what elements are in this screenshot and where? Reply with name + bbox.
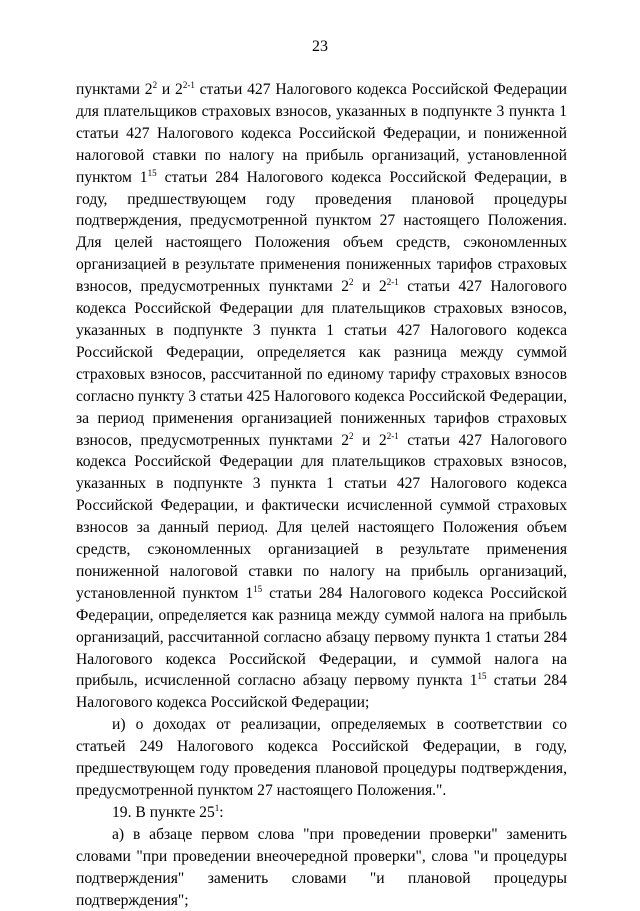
text-run: пунктами 2 xyxy=(76,81,153,98)
paragraph-4 xyxy=(76,824,567,911)
document-body xyxy=(76,79,567,911)
text-run: и 2 xyxy=(353,278,387,296)
text-run: статьи 284 Налогового кодекса Российской Федерации, в году, предшествующем году проведения плановой процедуры подтверждения, предусмотренной пунктом 27 настоящего Положения. Для целей настоящего Положения объем средств, сэкономленных организацией в результате применения пониженных тарифов страховых взносов, предусмотренных пунктами 2 xyxy=(76,168,568,296)
superscript: 2 xyxy=(152,80,158,90)
text-run: статьи 427 Налогового кодекса Российской Федерации для плательщиков страховых взносов, указанных в подпункте 3 пункта 1 статьи 427 Налогового кодекса Российской Федерации, определяется как разница между суммой страховых взносов, рассчитанной по единому тарифу страховых взносов согласно пункту 3 статьи 425 Налогового кодекса Российской Федерации, за период применения организацией пониженных тарифов страховых взносов, предусмотренных пунктами 2 xyxy=(76,278,567,449)
paragraph-2 xyxy=(76,714,567,802)
text-run: статьи 427 Налогового кодекса Российской Федерации для плательщиков страховых взносов, указанных в подпункте 3 пункта 1 статьи 427 Налогового кодекса Российской Федерации, и фактически исчисленной суммой страховых взносов за данный период. Для целей настоящего Положения объем средств, сэкономленных организацией в результате применения пониженной налоговой ставки по налогу на прибыль организаций, установленной пунктом 1 xyxy=(76,431,567,602)
superscript: 2 xyxy=(349,277,354,288)
superscript: 2-1 xyxy=(386,430,399,441)
superscript: 15 xyxy=(477,671,487,682)
superscript: 2-1 xyxy=(182,80,195,90)
superscript: 2 xyxy=(349,430,354,441)
text-run: статьи 427 Налогового кодекса Российской Федерации для плательщиков страховых взносов, указанных в подпункте 3 пункта 1 статьи 427 Налогового кодекса Российской Федерации, и пониженной налоговой ставки по налогу на прибыль организаций, установленной пунктом 1 xyxy=(76,81,567,186)
text-run: и 2 xyxy=(157,81,183,98)
paragraph-1 xyxy=(76,79,567,714)
superscript: 15 xyxy=(253,583,263,594)
superscript: 2-1 xyxy=(386,277,399,288)
text-run: статьи 284 Налогового кодекса Российской Федерации, определяется как разница между суммой налога на прибыль организаций, рассчитанной согласно абзацу первому пункта 1 статьи 284 Налогового кодекса Российской Федерации, и суммой налога на прибыль, исчисленной согласно абзацу первому пункта 1 xyxy=(76,584,567,690)
text-run: и) о доходах от реализации, определяемых в соответствии со статьей 249 Налогового кодекса Российской Федерации, в году, предшествующем году проведения плановой процедуры подтверждения, предусмотренной пунктом 27 настоящего Положения.". xyxy=(76,716,567,799)
text-run: 19. В пункте 25 xyxy=(112,803,215,821)
text-run: : xyxy=(219,803,224,821)
superscript: 1 xyxy=(214,802,220,813)
text-run: и 2 xyxy=(353,431,387,449)
superscript: 15 xyxy=(147,167,157,178)
text-run: а) в абзаце первом слова "при проведении проверки" заменить словами "при проведении внеочередной проверки", слова "и процедуры подтверждения" заменить словами "и плановой процедуры подтверждения"; xyxy=(76,825,567,909)
text-run: статьи 284 Налогового кодекса Российской Федерации; xyxy=(76,672,567,712)
page-number: 23 xyxy=(312,38,328,55)
paragraph-3 xyxy=(76,802,567,824)
